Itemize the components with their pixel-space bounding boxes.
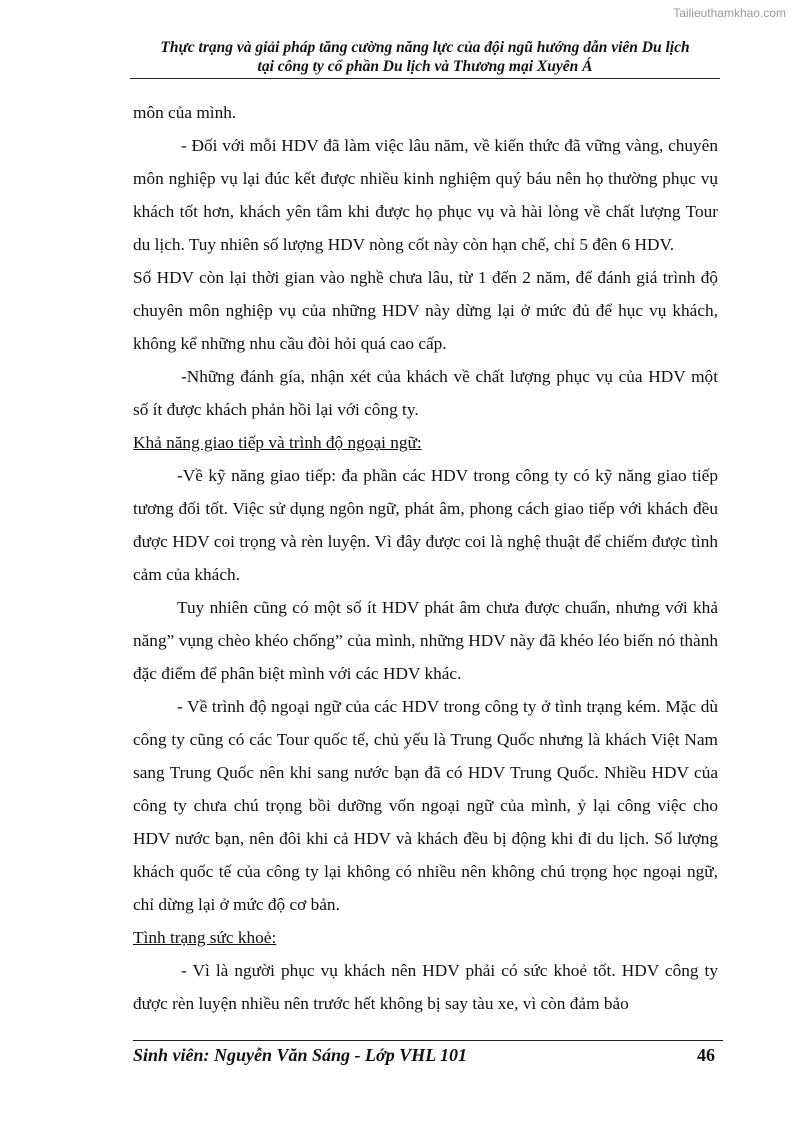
page-footer [133, 1040, 723, 1066]
paragraph: môn của mình. [133, 103, 237, 122]
paragraph: - Vì là người phục vụ khách nên HDV phải có sức khoẻ tốt. HDV công ty được rèn luyện nhiều nên trước hết không bị say tàu xe, vì còn đảm bảo [133, 961, 718, 1013]
header-line-2: tại công ty cổ phần Du lịch và Thương mại Xuyên Á [257, 58, 593, 75]
paragraph: - Đối với mỗi HDV đã làm việc lâu năm, về kiến thức đã vững vàng, chuyên môn nghiệp vụ lại đúc kết được nhiều kinh nghiệm quý báu nên họ thường phục vụ khách tốt hơn, khách yên tâm khi được họ phục vụ và hài lòng về chất lượng Tour du lịch. Tuy nhiên số lượng HDV nòng cốt này còn hạn chế, chỉ 5 đên 6 HDV. [133, 136, 718, 254]
footer-student: Sinh viên: Nguyễn Văn Sáng - Lớp VHL 101 [133, 1045, 468, 1065]
paragraph: Số HDV còn lại thời gian vào nghề chưa lâu, từ 1 đến 2 năm, để đánh giá trình độ chuyên môn nghiệp vụ của những HDV này dừng lại ở mức đủ để hục vụ khách, không kể những nhu cầu đòi hỏi quá cao cấp. [133, 268, 718, 353]
watermark-text: Tailieuthamkhao.com [673, 6, 786, 20]
paragraph: -Những đánh gía, nhận xét của khách về chất lượng phục vụ của HDV một số ít được khách phản hồi lại với công ty. [133, 367, 718, 419]
paragraph: Tuy nhiên cũng có một số ít HDV phát âm chưa được chuẩn, nhưng với khả năng” vụng chèo khéo chống” của mình, những HDV này đã khéo léo biến nó thành đặc điểm để phân biệt mình với các HDV khác. [133, 598, 718, 683]
paragraph: -Về kỹ năng giao tiếp: đa phần các HDV trong công ty có kỹ năng giao tiếp tương đối tốt. Việc sử dụng ngôn ngữ, phát âm, phong cách giao tiếp với khách đều được HDV coi trọng và rèn luyện. Vì đây được coi là nghệ thuật để chiếm được tình cảm của khách. [133, 466, 718, 584]
header-line-1: Thực trạng và giải pháp tăng cường năng lực của đội ngũ hướng dẫn viên Du lịch [160, 39, 690, 56]
section-heading-communication: Khả năng giao tiếp và trình độ ngoại ngữ: [133, 433, 422, 452]
section-heading-health: Tình trạng sức khoẻ: [133, 928, 277, 947]
page-header [130, 38, 720, 79]
page-number: 46 [697, 1045, 715, 1065]
document-body [133, 96, 718, 1020]
paragraph: - Về trình độ ngoại ngữ của các HDV trong công ty ở tình trạng kém. Mặc dù công ty cũng có các Tour quốc tế, chủ yếu là Trung Quốc nhưng là khách Việt Nam sang Trung Quốc nên khi sang nước bạn đã có HDV Trung Quốc. Nhiều HDV của công ty chưa chú trọng bồi dưỡng vốn ngoại ngữ của mình, ỷ lại công việc cho HDV nước bạn, nên đôi khi cả HDV và khách đều bị động khi đi du lịch. Số lượng khách quốc tế của công ty lại không có nhiều nên không chú trọng học ngoại ngữ, chỉ dừng lại ở mức độ cơ bản. [133, 697, 718, 914]
